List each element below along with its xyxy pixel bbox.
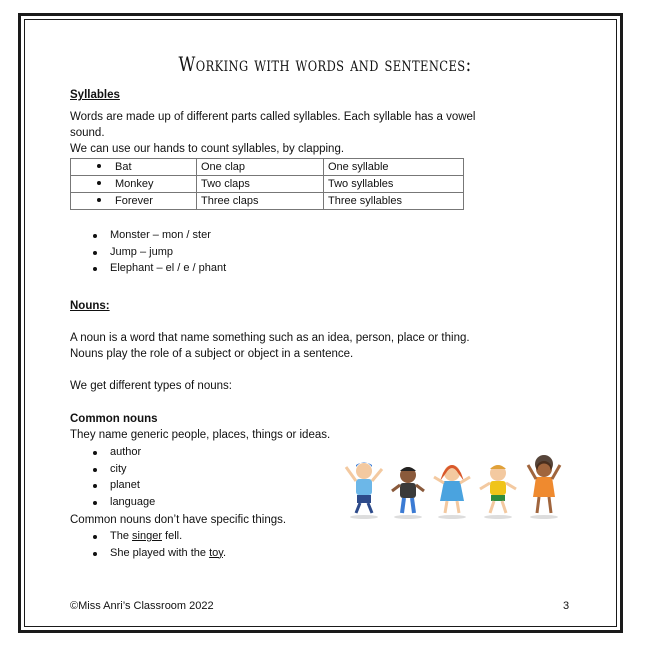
child-figure	[434, 465, 470, 519]
child-figure	[480, 465, 516, 519]
table-cell-word: Bat	[115, 161, 132, 173]
table-cell-word: Monkey	[115, 178, 154, 190]
bullet-dot	[97, 198, 101, 202]
nouns-heading: Nouns:	[70, 300, 110, 312]
underlined-noun: toy	[209, 546, 223, 559]
nouns-para3: We get different types of nouns:	[70, 380, 232, 392]
syllables-heading: Syllables	[70, 89, 120, 101]
syllable-examples-list	[88, 227, 226, 277]
child-figure	[346, 462, 382, 519]
list-item: Elephant – el / e / phant	[88, 260, 226, 277]
bullet-dot	[97, 164, 101, 168]
table-cell-syllables: Three syllables	[324, 193, 464, 210]
table-cell-claps: One clap	[197, 159, 324, 176]
syllables-table	[70, 158, 464, 210]
child-figure	[392, 467, 424, 519]
sentence-text: .	[222, 546, 226, 559]
list-item: language	[88, 494, 155, 511]
page-title: Working with words and sentences:	[178, 52, 472, 76]
list-item: Monster – mon / ster	[88, 227, 226, 244]
syllables-para1-line2: sound.	[70, 127, 105, 139]
table-cell-claps: Three claps	[197, 193, 324, 210]
list-item	[88, 545, 226, 562]
syllables-para2: We can use our hands to count syllables, by clapping.	[70, 143, 345, 155]
table-row	[71, 193, 464, 210]
table-cell-syllables: One syllable	[324, 159, 464, 176]
table-cell-word: Forever	[115, 195, 153, 207]
nouns-para2: Nouns play the role of a subject or object in a sentence.	[70, 348, 354, 360]
common-nouns-sentences	[88, 528, 226, 561]
list-item: author	[88, 444, 155, 461]
table-row	[71, 176, 464, 193]
footer-copyright: ©Miss Anri’s Classroom 2022	[70, 600, 214, 612]
table-cell-claps: Two claps	[197, 176, 324, 193]
common-nouns-description: They name generic people, places, things or ideas.	[70, 429, 331, 441]
sentence-text: The	[110, 530, 133, 542]
jumping-children-illustration	[340, 455, 570, 520]
sentence-text: fell.	[161, 530, 183, 542]
common-nouns-note: Common nouns don’t have specific things.	[70, 514, 287, 526]
list-item: Jump – jump	[88, 244, 226, 261]
sentence-text: She played with the	[110, 546, 210, 559]
table-cell-syllables: Two syllables	[324, 176, 464, 193]
bullet-dot	[97, 181, 101, 185]
list-item	[88, 528, 226, 545]
syllables-para1-line1: Words are made up of different parts called syllables. Each syllable has a vowel	[70, 111, 476, 123]
list-item: planet	[88, 477, 155, 494]
nouns-para1: A noun is a word that name something such as an idea, person, place or thing.	[70, 332, 470, 344]
common-nouns-list	[88, 444, 155, 510]
table-row	[71, 159, 464, 176]
child-figure	[528, 455, 560, 519]
common-nouns-heading: Common nouns	[70, 413, 158, 425]
list-item: city	[88, 461, 155, 478]
page-number: 3	[563, 600, 570, 612]
underlined-noun: singer	[132, 530, 162, 542]
